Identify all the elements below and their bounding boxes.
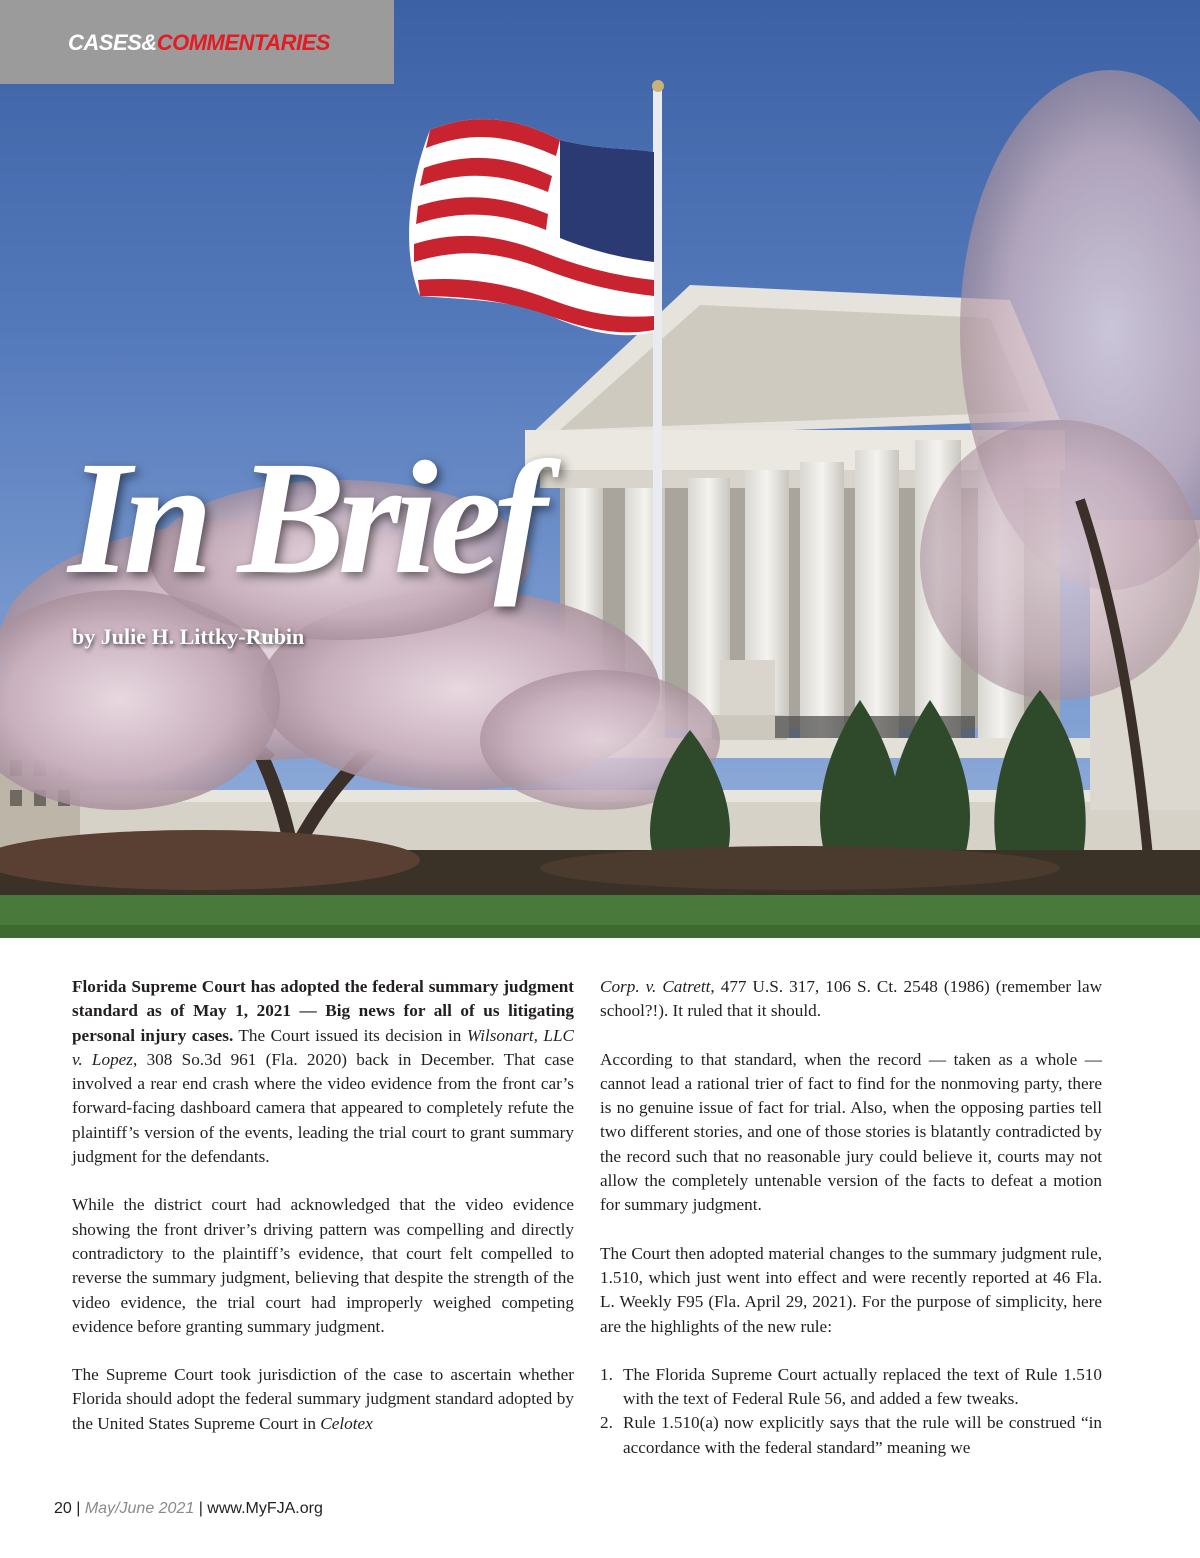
body-text: The Supreme Court took jurisdiction of the case to ascertain whether Florida should adopt the federal summary judgment standard adopted by the United States Supreme Court in xyxy=(72,1365,574,1433)
footer-separator: | xyxy=(194,1500,208,1517)
lead-sentence: Florida Supreme Court has adopted the federal summary judgment standard as of May 1, 2021 — Big news for all of us litigating personal injury cases. xyxy=(72,977,574,1045)
list-item xyxy=(600,1411,1102,1460)
section-label-cases: CASES& xyxy=(68,30,157,55)
paragraph: The Court then adopted material changes to the summary judgment rule, 1.510, which just went into effect and were recently reported at 46 Fla. L. Weekly F95 (Fla. April 29, 2021). For the purpose of simplicity, here are the highlights of the new rule: xyxy=(600,1243,1102,1336)
case-name: Corp. v. Catrett xyxy=(600,977,711,996)
list-number: 2. xyxy=(600,1413,613,1433)
body-text: , 308 So.3d 961 (Fla. 2020) back in December. That case involved a rear end crash where the video evidence from the front car’s forward-facing dashboard camera that appeared to completely refute the plaintiff’s version of the events, leading the trial court to grant summary judgment for the defendants. xyxy=(72,1049,574,1167)
section-label xyxy=(68,30,330,56)
paragraph: According to that standard, when the record — taken as a whole — cannot lead a rational trier of fact to find for the nonmoving party, there is no genuine issue of fact for trial. Also, when the opposing parties tell two different stories, and one of those stories is blatantly contradicted by the record such that no reasonable jury could believe it, courts may not allow the completely untenable version of the facts to defeat a motion for summary judgment. xyxy=(600,1049,1102,1215)
section-header-tab xyxy=(0,0,394,84)
article-column-left xyxy=(72,975,574,1460)
body-text: The Court issued its decision in xyxy=(233,1025,467,1045)
issue-date: May/June 2021 xyxy=(84,1500,195,1517)
article-column-right xyxy=(600,975,1102,1460)
page-footer xyxy=(54,1500,323,1518)
paragraph xyxy=(600,975,1102,1024)
paragraph xyxy=(72,975,574,1169)
list-text: Rule 1.510(a) now explicitly says that the rule will be construed “in accordance with the federal standard” meaning we xyxy=(623,1413,1102,1457)
flag-pole xyxy=(653,90,662,710)
paragraph: While the district court had acknowledged that the video evidence showing the front driver’s driving pattern was compelling and directly contradictory to the plaintiff’s evidence, that court felt compelled to reverse the summary judgment, believing that despite the strength of the video evidence, the trial court had improperly weighed competing evidence before granting summary judgment. xyxy=(72,1195,574,1336)
case-name: Celotex xyxy=(320,1413,373,1433)
rule-highlights-list xyxy=(600,1363,1102,1460)
american-flag xyxy=(409,119,654,335)
paragraph xyxy=(72,1363,574,1436)
body-text: , 477 U.S. 317, 106 S. Ct. 2548 (1986) (remember law school?!). It ruled that it should. xyxy=(600,977,1102,1021)
list-text: The Florida Supreme Court actually replaced the text of Rule 1.510 with the text of Federal Rule 56, and added a few tweaks. xyxy=(623,1364,1102,1409)
case-name: Wilsonart, LLC v. Lopez xyxy=(72,1025,575,1069)
list-item xyxy=(600,1363,1102,1412)
article-title: In Brief xyxy=(68,429,540,608)
footer-separator: | xyxy=(71,1500,85,1517)
article-byline: by Julie H. Littky-Rubin xyxy=(72,624,305,649)
section-label-commentaries: COMMENTARIES xyxy=(156,30,330,55)
website-link[interactable]: www.MyFJA.org xyxy=(207,1500,323,1517)
list-number: 1. xyxy=(600,1364,613,1384)
page-number: 20 xyxy=(54,1500,72,1517)
